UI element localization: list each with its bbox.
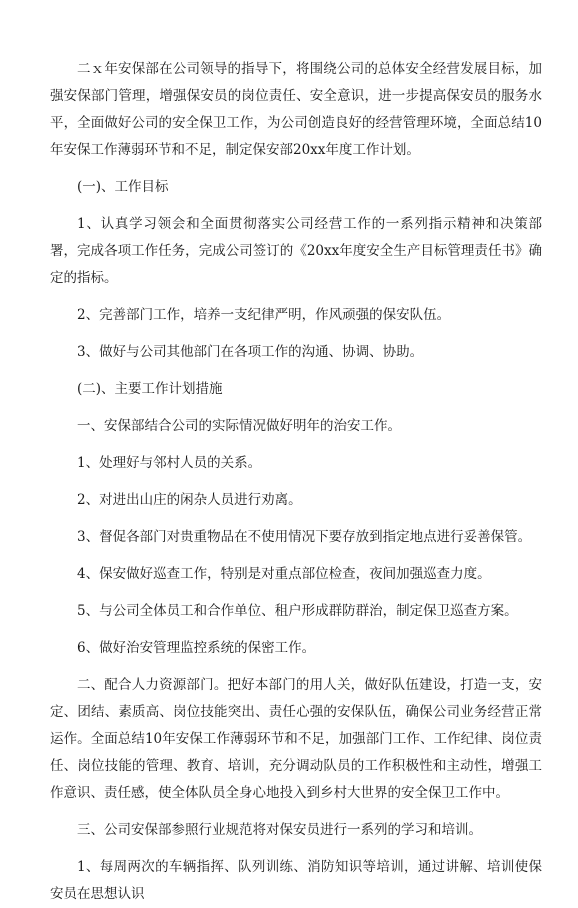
measure-3-item-1: 1、每周两次的车辆指挥、队列训练、消防知识等培训，通过讲解、培训使保安员在思想认识 xyxy=(50,859,542,902)
goal-item-2: 2、完善部门工作，培养一支纪律严明，作风顽强的保安队伍。 xyxy=(77,307,451,323)
measure-2-paragraph: 二、配合人力资源部门。把好本部门的用人关，做好队伍建设，打造一支，安定、团结、素质高、岗位技能突出、责任心强的安保队伍，确保公司业务经营正常运作。全面总结10年安保工作薄弱环节和不足，加强部门工作、工作纪律、岗位责任、岗位技能的管理、教育、培训，充分调动队员的工作积极性和主动性，增强工作意识、责任感，使全体队员全身心地投入到乡村大世界的安全保卫工作中。 xyxy=(50,677,542,801)
section-heading-measures: (二)、主要工作计划措施 xyxy=(77,381,223,397)
measure-1-item-1: 1、处理好与邻村人员的关系。 xyxy=(77,455,262,471)
goal-item-3: 3、做好与公司其他部门在各项工作的沟通、协调、协助。 xyxy=(77,344,424,360)
section-heading-goals: (一)、工作目标 xyxy=(77,179,169,195)
measure-1-item-3: 3、督促各部门对贵重物品在不使用情况下要存放到指定地点进行妥善保管。 xyxy=(77,529,532,545)
measure-3-heading: 三、公司安保部参照行业规范将对保安员进行一系列的学习和培训。 xyxy=(77,822,482,838)
measure-1-item-2: 2、对进出山庄的闲杂人员进行劝离。 xyxy=(77,492,302,508)
measure-1-item-4: 4、保安做好巡查工作，特别是对重点部位检查，夜间加强巡查力度。 xyxy=(77,566,491,582)
intro-paragraph: 二ｘ年安保部在公司领导的指导下，将围绕公司的总体安全经营发展目标，加强安保部门管理，增强保安员的岗位责任、安全意识，进一步提高保安员的服务水平，全面做好公司的安全保卫工作，为公司创造良好的经营管理环境，全面总结10年安保工作薄弱环节和不足，制定保安部20xx年度工作计划。 xyxy=(50,61,542,158)
measure-1-heading: 一、安保部结合公司的实际情况做好明年的治安工作。 xyxy=(77,418,401,434)
measure-1-item-5: 5、与公司全体员工和合作单位、租户形成群防群治，制定保卫巡查方案。 xyxy=(77,603,518,619)
measure-1-item-6: 6、做好治安管理监控系统的保密工作。 xyxy=(77,640,316,656)
goal-item-1: 1、认真学习领会和全面贯彻落实公司经营工作的一系列指示精神和决策部署，完成各项工作任务，完成公司签订的《20xx年度安全生产目标管理责任书》确定的指标。 xyxy=(50,216,542,286)
